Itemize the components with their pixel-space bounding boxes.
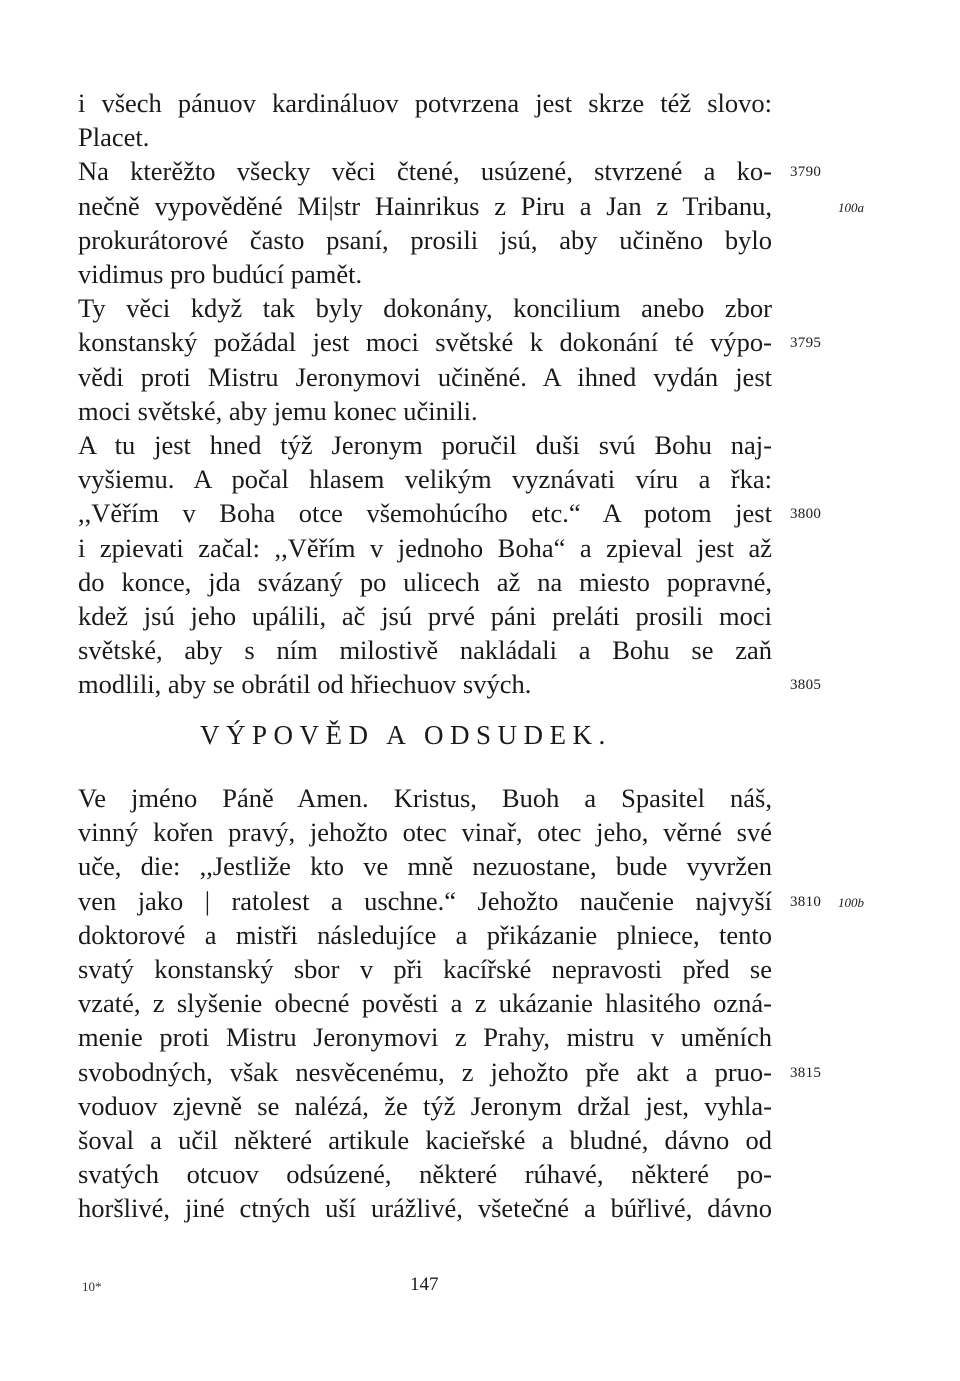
line-number: 3805 [790, 677, 822, 694]
text-line: svobodných, však nesvěcenému, z jehožto pře akt a pruo- [78, 1056, 772, 1087]
text-line: menie proti Mistru Jeronymovi z Prahy, mistru v uměních [78, 1022, 772, 1053]
text-line: A tu jest hned týž Jeronym poručil duši svú Bohu naj- [78, 430, 772, 460]
text-line: ,,Věřím v Boha otce všemohúcího etc.“ A potom jest [78, 498, 772, 529]
line-number: 3810 [790, 893, 822, 910]
page-number: 147 [410, 1274, 439, 1295]
text-line: Ve jméno Páně Amen. Kristus, Buoh a Spasitel náš, [78, 783, 772, 813]
printer-signature-mark: 10* [82, 1279, 102, 1294]
line-number: 3790 [790, 164, 822, 181]
text-line: uče, die: ,,Jestliže kto ve mně nezuostane, bude vyvržen [78, 851, 772, 882]
line-number: 3815 [790, 1064, 822, 1081]
text-line: modlili, aby se obrátil od hřiechuov svých. [78, 669, 532, 700]
text-line: Na kterěžto všecky věci čtené, usúzené, stvrzené a ko- [78, 156, 772, 187]
text-line: Ty věci když tak byly dokonány, koncilium anebo zbor [78, 293, 772, 324]
text-line: svatých otcuov odsúzené, některé rúhavé, některé po- [78, 1159, 772, 1190]
text-line: voduov zjevně se nalézá, že týž Jeronym držal jest, vyhla- [78, 1090, 772, 1121]
text-line: svatý konstanský sbor v při kacířské nepravosti před se [78, 954, 772, 984]
text-line: vidimus pro budúcí pamět. [78, 259, 363, 289]
text-line: vzaté, z slyšenie obecné pověsti a z ukázanie hlasitého ozná- [78, 988, 772, 1019]
text-line: i všech pánuov kardináluov potvrzena jest skrze též slovo: [78, 88, 772, 118]
text-line: ven jako | ratolest a uschne.“ Jehožto naučenie najvyší [78, 885, 772, 916]
text-line: vědi proti Mistru Jeronymovi učiněné. A ihned vydán jest [78, 361, 772, 392]
line-number: 3795 [790, 335, 822, 352]
text-line: konstanský požádal jest moci světské k dokonání té výpo- [78, 327, 772, 358]
folio-mark: 100a [838, 199, 864, 215]
text-line: kdež jsú jeho upálili, ač jsú prvé páni preláti prosili moci [78, 601, 772, 631]
text-line: šoval a učil některé artikule kacieřské a bludné, dávno od [78, 1125, 772, 1155]
text-line: moci světské, aby jemu konec učinili. [78, 395, 478, 426]
text-line: horšlivé, jiné ctných uší urážlivé, všetečné a búřlivé, dávno [78, 1193, 772, 1224]
text-line: i zpievati začal: ,,Věřím v jednoho Boha“ a zpieval jest až [78, 532, 772, 563]
text-line: světské, aby s ním milostivě nakládali a Bohu se zaň [78, 635, 772, 666]
text-line: prokurátorové často psaní, prosili jsú, aby učiněno bylo [78, 224, 772, 255]
text-line: doktorové a mistři následujíce a přikázanie plniece, tento [78, 919, 772, 950]
text-line: Placet. [78, 122, 150, 153]
text-line: nečně vypověděné Mi|str Hainrikus z Piru a Jan z Tribanu, [78, 190, 772, 221]
line-number: 3800 [790, 506, 822, 523]
text-line: vyšiemu. A počal hlasem velikým vyznávati víru a řka: [78, 464, 772, 495]
text-line: do konce, jda svázaný po ulicech až na miesto popravné, [78, 566, 772, 597]
text-line: vinný kořen pravý, jehožto otec vinař, otec jeho, věrné své [78, 817, 772, 848]
folio-mark: 100b [838, 894, 864, 910]
section-heading: VÝPOVĚD A ODSUDEK. [200, 720, 612, 750]
